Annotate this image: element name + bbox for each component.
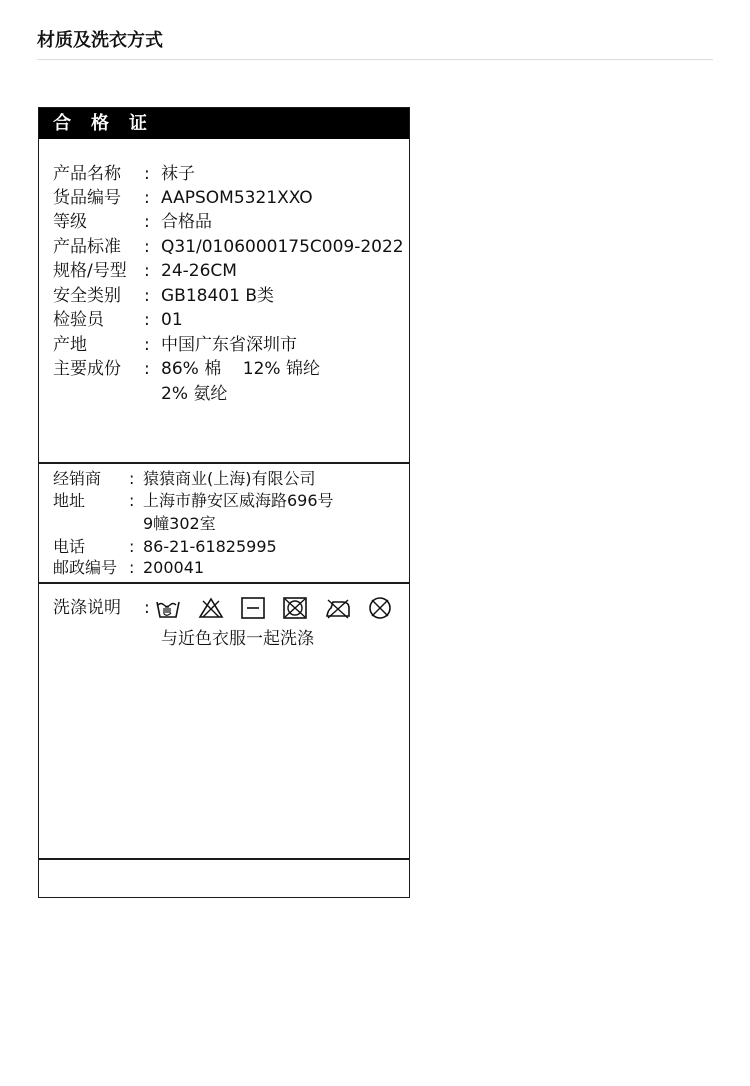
info-value: AAPSOM5321XXO [161,188,313,208]
dealer-colon: : [129,469,135,488]
info-value: 01 [161,310,183,330]
address-value: 上海市静安区威海路696号 [143,491,334,510]
divider [39,582,409,584]
info-key: 安全类别 [53,286,121,306]
info-colon: : [144,310,150,330]
address-key: 地址 [53,491,86,510]
do-not-tumble-dry-icon [282,596,308,620]
phone-key: 电话 [53,537,86,556]
hand-wash-icon [155,596,181,620]
postcode-value: 200041 [143,558,205,577]
info-value: 86% 棉 12% 锦纶 [161,359,320,379]
care-key: 洗涤说明 [53,598,121,618]
info-key: 产地 [53,335,87,355]
info-colon: : [144,237,150,257]
section-title: 材质及洗衣方式 [37,30,163,51]
info-key: 货品编号 [53,188,121,208]
info-value: 合格品 [161,212,212,232]
divider [39,462,409,464]
divider [39,858,409,860]
dealer-key: 经销商 [53,469,102,488]
address-colon: : [129,491,135,510]
phone-colon: : [129,537,135,556]
info-value: Q31/0106000175C009-2022 [161,237,404,257]
certificate-header-text: 合格证 [53,113,167,134]
do-not-iron-icon [324,596,352,620]
info-key: 规格/号型 [53,261,127,281]
section-divider [37,59,713,60]
info-colon: : [144,335,150,355]
do-not-bleach-icon [198,596,224,620]
info-value: 中国广东省深圳市 [161,335,297,355]
dealer-value: 猿猿商业(上海)有限公司 [143,469,316,488]
certificate-header [39,108,409,139]
certificate-label [38,107,410,898]
info-key: 检验员 [53,310,104,330]
info-colon: : [144,212,150,232]
do-not-dry-clean-icon [367,596,393,620]
info-key: 等级 [53,212,87,232]
info-value: 袜子 [161,164,195,184]
postcode-colon: : [129,558,135,577]
care-note-text: 与近色衣服一起洗涤 [161,629,314,649]
postcode-key: 邮政编号 [53,558,118,577]
info-value: GB18401 B类 [161,286,274,306]
address-value-cont: 9幢302室 [143,514,216,533]
info-colon: : [144,286,150,306]
info-value: 24-26CM [161,261,237,281]
info-key: 产品标准 [53,237,121,257]
info-colon: : [144,164,150,184]
info-colon: : [144,359,150,379]
flat-dry-icon [240,596,266,620]
info-key: 产品名称 [53,164,121,184]
info-value: 2% 氨纶 [161,384,228,404]
phone-value: 86-21-61825995 [143,537,277,556]
info-key: 主要成份 [53,359,121,379]
care-colon: : [144,598,150,618]
info-colon: : [144,261,150,281]
info-colon: : [144,188,150,208]
